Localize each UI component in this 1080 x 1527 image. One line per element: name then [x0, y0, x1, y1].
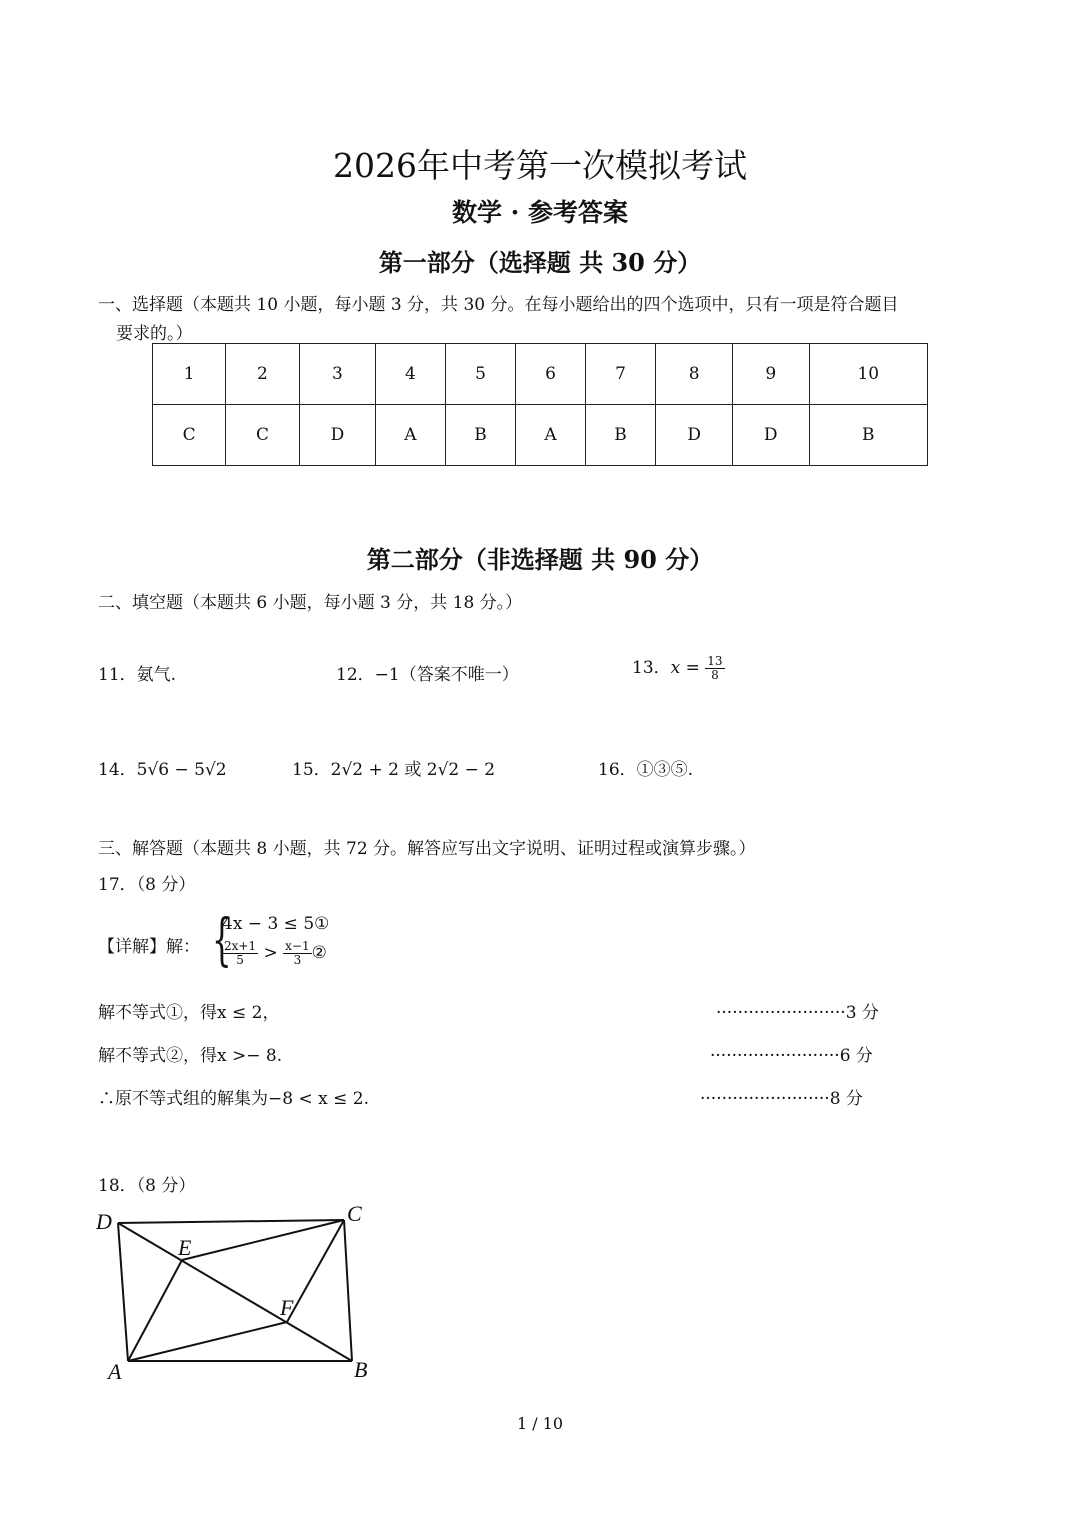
answer-q14: 14．5√6 − 5√2 [98, 760, 227, 780]
q17-detail-label: 【详解】解： [98, 937, 200, 957]
q17-step-3: ∴原不等式组的解集为−8 < x ≤ 2. [98, 1089, 369, 1109]
segment-ae [128, 1260, 182, 1361]
q18-heading: 18．（8 分） [98, 1176, 196, 1196]
q17-fraction-left-den: 5 [236, 953, 244, 967]
q17-fraction-left [222, 940, 258, 967]
answer-q11: 11．氨气. [98, 665, 177, 685]
q17-fraction-right [283, 940, 311, 967]
q17-inequality-2 [222, 940, 327, 967]
q17-step-2: 解不等式②，得x >− 8. [98, 1046, 283, 1066]
table-cell-answer: B [445, 405, 516, 466]
label-f: F [280, 1295, 294, 1320]
table-cell-number: 1 [153, 344, 226, 405]
diagonal-db [118, 1223, 352, 1361]
table-cell-answer: D [299, 405, 376, 466]
fill-section-heading: 二、填空题（本题共 6 小题，每小题 3 分，共 18 分。） [98, 593, 523, 613]
q17-fraction-right-num: x−1 [285, 939, 310, 953]
q17-circled-two: ② [311, 943, 327, 963]
segment-dc [118, 1220, 344, 1223]
table-cell-number: 3 [299, 344, 376, 405]
table-cell-answer: D [656, 405, 733, 466]
table-cell-answer: A [516, 405, 585, 466]
part1-heading: 第一部分（选择题 共 30 分） [378, 248, 702, 277]
q13-fraction [705, 655, 724, 682]
q17-fraction-left-num: 2x+1 [224, 939, 257, 953]
page-title: 2026年中考第一次模拟考试 [333, 146, 747, 185]
label-a: A [108, 1359, 122, 1384]
label-c: C [347, 1201, 362, 1226]
table-cell-answer: B [809, 405, 927, 466]
q13-variable: x [670, 658, 681, 678]
solve-section-heading: 三、解答题（本题共 8 小题，共 72 分。解答应写出文字说明、证明过程或演算步骤。） [98, 839, 756, 859]
q17-heading: 17．（8 分） [98, 875, 196, 895]
label-d: D [96, 1209, 112, 1234]
part2-heading: 第二部分（非选择题 共 90 分） [366, 545, 714, 574]
page-number: 1 / 10 [516, 1414, 564, 1433]
q13-equals: = [680, 658, 706, 678]
page-subtitle: 数学 · 参考答案 [451, 198, 629, 227]
table-cell-number: 2 [226, 344, 299, 405]
answer-table [152, 343, 928, 466]
table-cell-number: 10 [809, 344, 927, 405]
parallelogram-figure [90, 1195, 390, 1385]
q17-inequality-1: 4x − 3 ≤ 5① [222, 914, 330, 934]
choice-section-line2: 要求的。） [116, 324, 193, 344]
answer-table-number-row [153, 344, 928, 405]
q17-step-1-score: ························3 分 [716, 1003, 879, 1023]
segment-fc [287, 1220, 344, 1322]
answer-q15: 15．2√2 + 2 或 2√2 − 2 [292, 760, 496, 780]
segment-ec [182, 1220, 344, 1260]
table-cell-number: 4 [376, 344, 445, 405]
table-cell-answer: B [585, 405, 656, 466]
table-cell-answer: A [376, 405, 445, 466]
segment-af [128, 1322, 287, 1361]
label-b: B [354, 1357, 368, 1382]
table-cell-answer: D [732, 405, 809, 466]
table-cell-number: 5 [445, 344, 516, 405]
table-cell-answer: C [153, 405, 226, 466]
q13-prefix: 13． [632, 658, 671, 678]
answer-q16: 16．①③⑤. [598, 760, 694, 780]
answer-q13 [632, 653, 725, 682]
table-cell-number: 7 [585, 344, 656, 405]
label-e: E [178, 1235, 192, 1260]
q17-fraction-right-den: 3 [293, 953, 302, 967]
q13-denominator: 8 [711, 668, 719, 682]
q17-step-3-score: ························8 分 [700, 1089, 863, 1109]
table-cell-number: 6 [516, 344, 585, 405]
table-cell-answer: C [226, 405, 299, 466]
q13-numerator: 13 [707, 654, 723, 668]
q17-greater-than: > [258, 943, 284, 963]
left-brace-icon: { [212, 908, 232, 973]
choice-section-line1: 一、选择题（本题共 10 小题，每小题 3 分，共 30 分。在每小题给出的四个选项中，只有一项是符合题目 [98, 295, 899, 315]
segment-cb [344, 1220, 352, 1361]
table-cell-number: 8 [656, 344, 733, 405]
q17-step-1: 解不等式①，得x ≤ 2， [98, 1003, 280, 1023]
answer-table-answer-row [153, 405, 928, 466]
segment-ad [118, 1223, 128, 1361]
answer-q12: 12．−1（答案不唯一） [336, 665, 519, 685]
q17-step-2-score: ························6 分 [710, 1046, 873, 1066]
table-cell-number: 9 [732, 344, 809, 405]
